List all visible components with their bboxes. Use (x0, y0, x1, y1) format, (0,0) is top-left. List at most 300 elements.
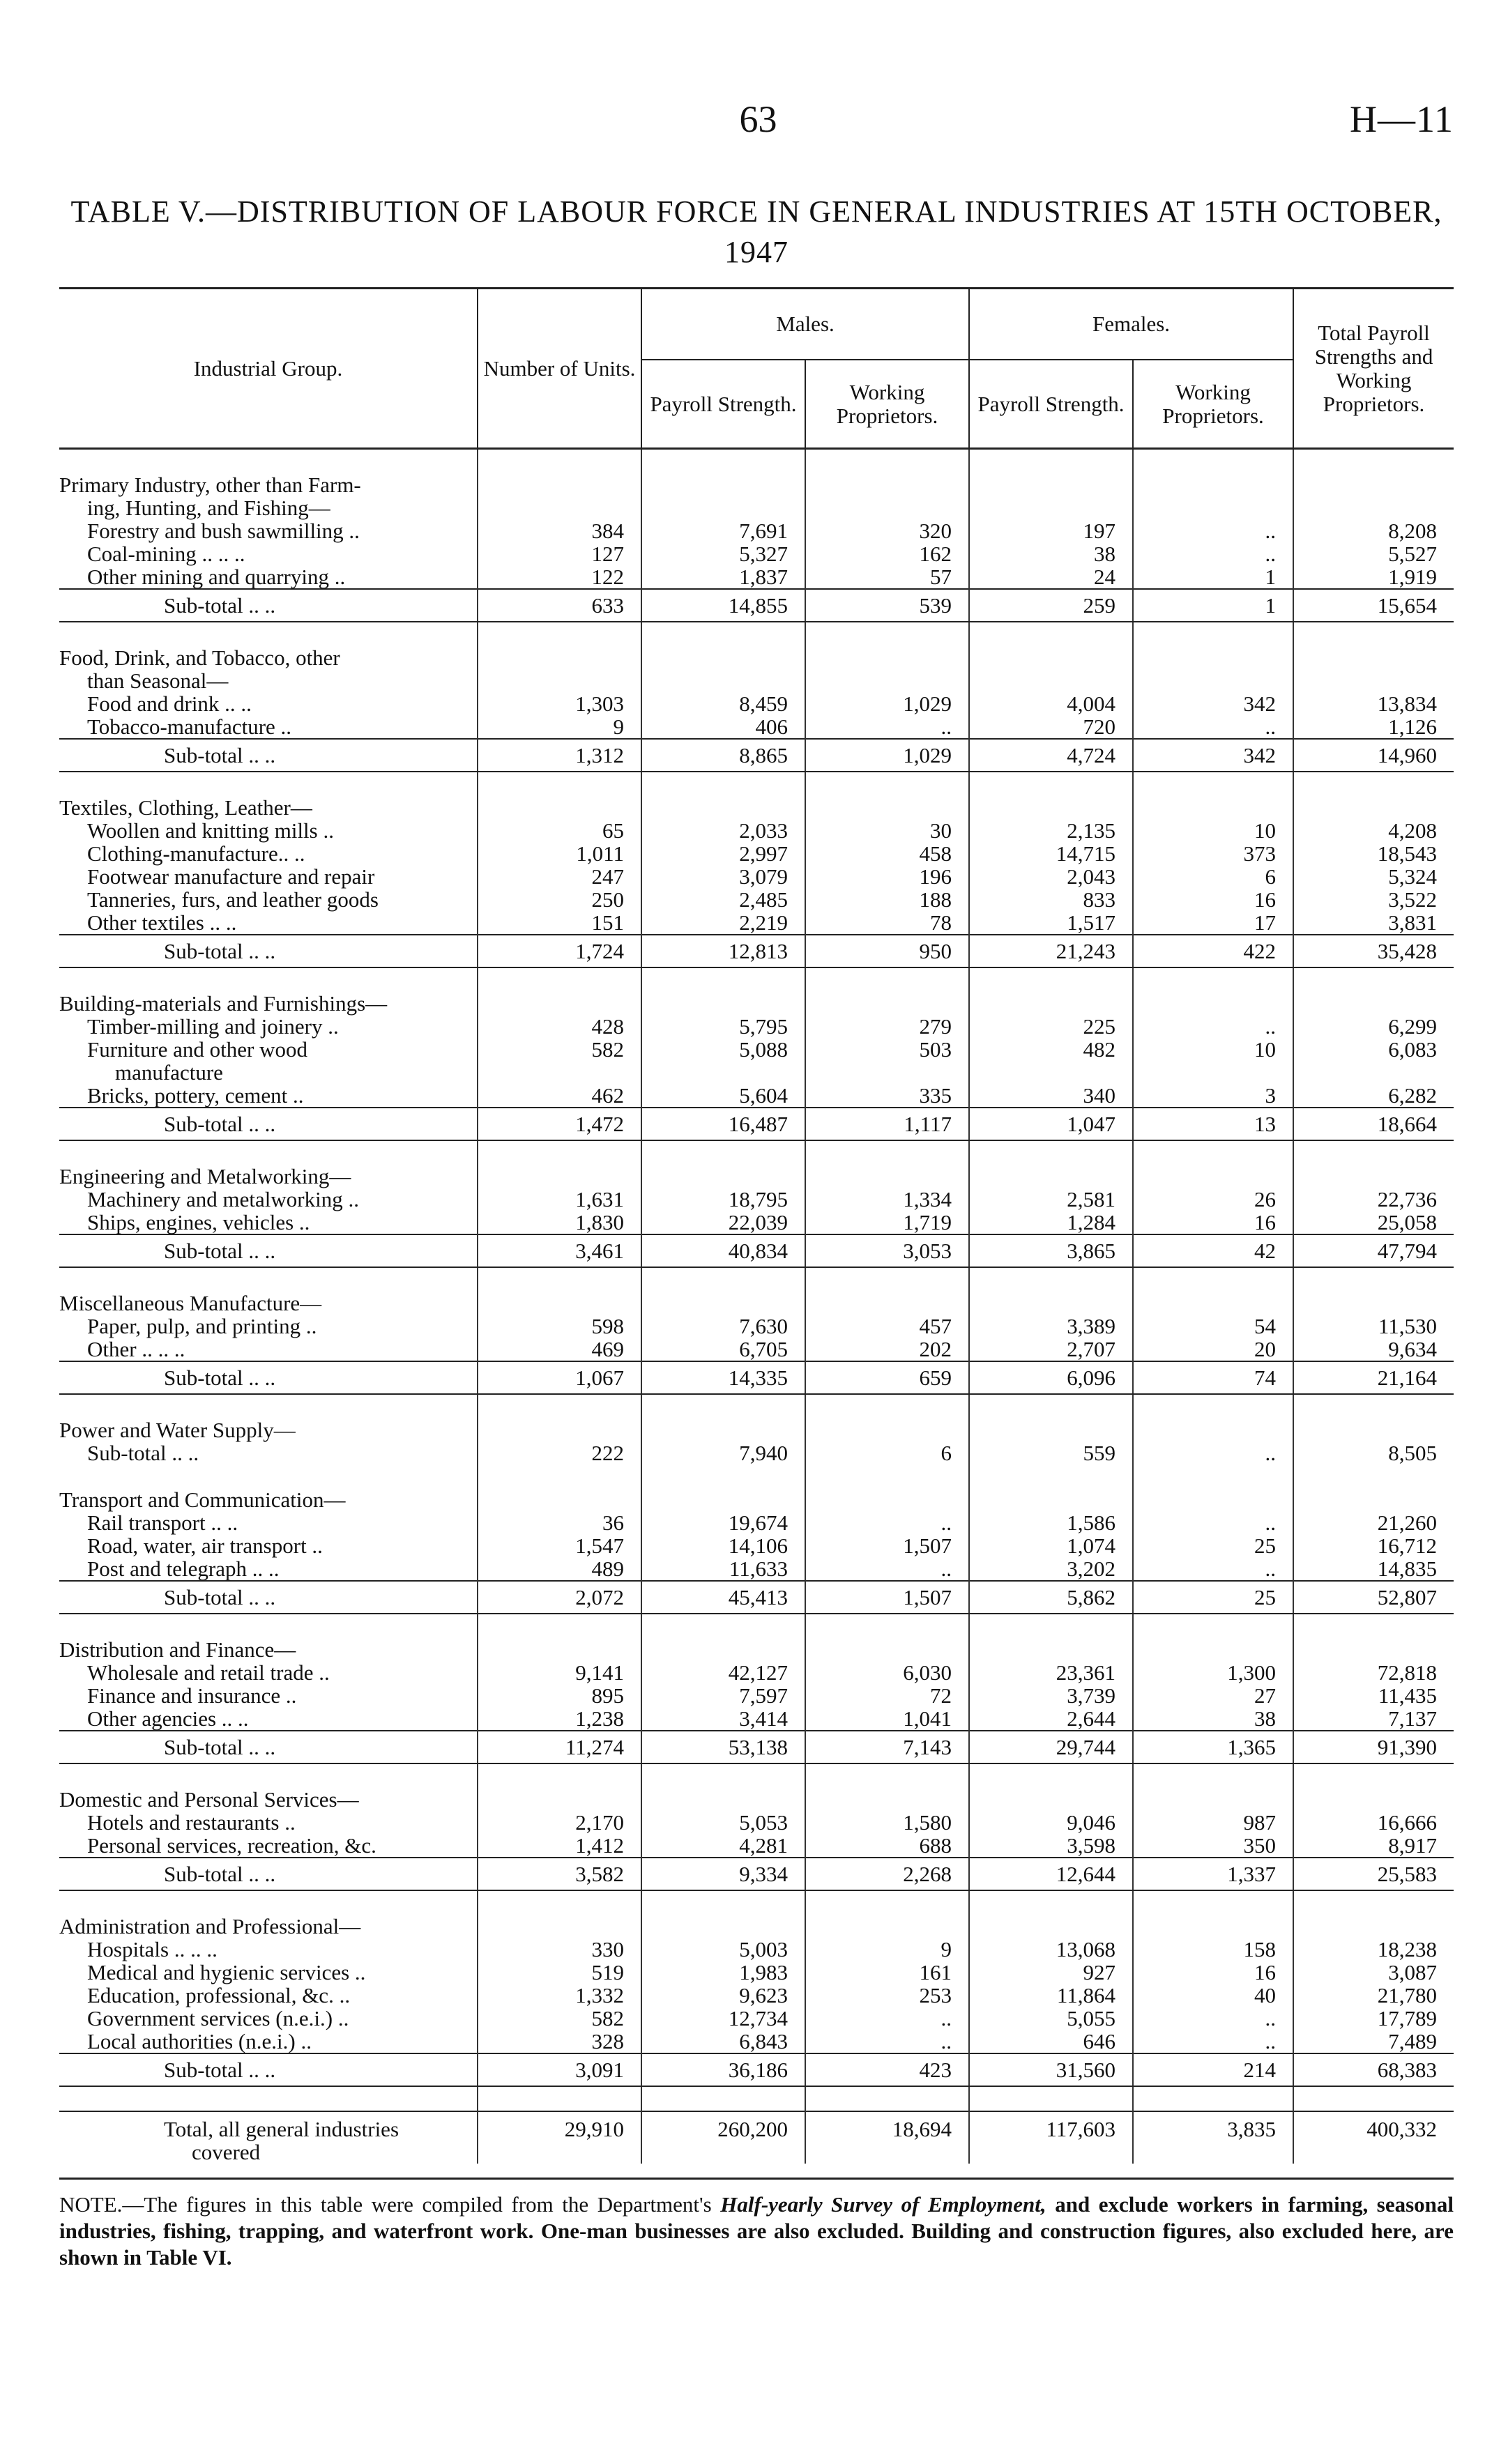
value-cell: 1 (1133, 565, 1293, 589)
value-cell (1293, 796, 1454, 819)
value-cell (805, 1788, 969, 1811)
section-heading: ing, Hunting, and Fishing— (87, 496, 330, 520)
value-cell: 3,865 (969, 1234, 1133, 1267)
table-row-label (59, 692, 478, 715)
value-cell (1293, 1394, 1454, 1418)
section-heading-row (59, 992, 1454, 1015)
value-cell (641, 1488, 805, 1511)
section-heading: Domestic and Personal Services— (59, 1787, 359, 1812)
value-cell: 29,744 (969, 1731, 1133, 1763)
value-cell: .. (1133, 1511, 1293, 1534)
value-cell: 6 (805, 1441, 969, 1464)
value-cell: .. (805, 2030, 969, 2053)
value-cell: 11,530 (1293, 1315, 1454, 1338)
value-cell (641, 1890, 805, 1915)
value-cell: 11,435 (1293, 1684, 1454, 1707)
value-cell: 6,030 (805, 1661, 969, 1684)
value-cell: 5,327 (641, 542, 805, 565)
value-cell: .. (1133, 519, 1293, 542)
value-cell: 1,580 (805, 1811, 969, 1834)
value-cell: .. (1133, 542, 1293, 565)
value-cell (1133, 772, 1293, 796)
table-row-label (59, 565, 478, 589)
value-cell: 29,910 (478, 2111, 641, 2164)
value-cell: 5,324 (1293, 865, 1454, 888)
value-cell: 2,581 (969, 1188, 1133, 1211)
value-cell: 6,705 (641, 1338, 805, 1361)
table-row-label (59, 1315, 478, 1338)
value-cell: 5,527 (1293, 542, 1454, 565)
value-cell: 196 (805, 865, 969, 888)
value-cell (641, 967, 805, 992)
value-cell: 11,864 (969, 1984, 1133, 2007)
value-cell (1133, 1267, 1293, 1292)
value-cell: 2,043 (969, 865, 1133, 888)
table-row (59, 1038, 1454, 1084)
col-header-females: Females. (969, 289, 1293, 360)
value-cell (805, 450, 969, 473)
spacer-row (59, 1267, 1454, 1292)
value-cell: 8,459 (641, 692, 805, 715)
value-cell (1133, 496, 1293, 519)
table-row (59, 2030, 1454, 2053)
value-cell: 2,072 (478, 1581, 641, 1614)
value-cell: 1,067 (478, 1361, 641, 1394)
col-header-units: Number of Units. (478, 289, 641, 449)
value-cell (805, 1140, 969, 1165)
row-label-text: Sub-total .. .. (164, 939, 276, 963)
labour-force-table-container (59, 287, 1454, 2164)
value-cell (641, 2086, 805, 2111)
value-cell: 247 (478, 865, 641, 888)
page-number: 63 (739, 98, 777, 140)
row-label-text: Food and drink .. .. (87, 691, 252, 716)
value-cell: 1,074 (969, 1534, 1133, 1557)
table-row-label (59, 842, 478, 865)
value-cell: 1,029 (805, 692, 969, 715)
value-cell (969, 1763, 1133, 1788)
value-cell: 12,813 (641, 935, 805, 967)
value-cell: 13,068 (969, 1938, 1133, 1961)
value-cell: 5,055 (969, 2007, 1133, 2030)
section-heading-row (59, 796, 1454, 819)
row-label-text: Footwear manufacture and repair (87, 864, 375, 889)
value-cell (805, 669, 969, 692)
value-cell (969, 992, 1133, 1015)
value-cell: 8,505 (1293, 1441, 1454, 1464)
value-cell: 1,126 (1293, 715, 1454, 739)
value-cell: 9 (805, 1938, 969, 1961)
value-cell (1293, 967, 1454, 992)
section-heading-row (59, 496, 1454, 519)
value-cell (1133, 1292, 1293, 1315)
value-cell (805, 1267, 969, 1292)
value-cell: 482 (969, 1038, 1133, 1084)
value-cell: 384 (478, 519, 641, 542)
value-cell (1293, 1165, 1454, 1188)
value-cell: 9,141 (478, 1661, 641, 1684)
row-label-text: Local authorities (n.e.i.) .. (87, 2029, 312, 2053)
value-cell: 1,507 (805, 1534, 969, 1557)
value-cell: 259 (969, 589, 1133, 622)
note-prefix: NOTE.—The figures in this table were compiled from the Department's (59, 2192, 712, 2217)
value-cell: 2,219 (641, 911, 805, 935)
value-cell: 503 (805, 1038, 969, 1084)
table-row (59, 1188, 1454, 1211)
value-cell: 8,208 (1293, 519, 1454, 542)
value-cell (641, 450, 805, 473)
value-cell: 17 (1133, 911, 1293, 935)
value-cell: 22,039 (641, 1211, 805, 1234)
value-cell: 3,831 (1293, 911, 1454, 935)
section-heading: Transport and Communication— (59, 1487, 346, 1512)
value-cell: 7,489 (1293, 2030, 1454, 2053)
value-cell: 3,835 (1133, 2111, 1293, 2164)
value-cell (969, 622, 1133, 646)
row-label-text: Finance and insurance .. (87, 1683, 297, 1708)
value-cell (1293, 1464, 1454, 1488)
value-cell: 422 (1133, 935, 1293, 967)
row-label-text: Sub-total .. .. (164, 1862, 276, 1886)
label-cell (59, 450, 478, 473)
value-cell: 14,960 (1293, 739, 1454, 772)
value-cell: 222 (478, 1441, 641, 1464)
value-cell: 260,200 (641, 2111, 805, 2164)
value-cell: 1,332 (478, 1984, 641, 2007)
row-label-text: Sub-total .. .. (164, 743, 276, 767)
value-cell: 3,079 (641, 865, 805, 888)
table-title-line2: 1947 (724, 235, 789, 269)
value-cell: 74 (1133, 1361, 1293, 1394)
note-rest: and exclude workers in farming, seasonal industries, fishing, trapping, and waterfront work. One-man businesses are also excluded. Building and construction figures, also excluded here, are shown in Table VI. (59, 2192, 1454, 2270)
value-cell: 987 (1133, 1811, 1293, 1834)
value-cell: 14,106 (641, 1534, 805, 1557)
value-cell: 22,736 (1293, 1188, 1454, 1211)
value-cell: 57 (805, 565, 969, 589)
value-cell: 21,780 (1293, 1984, 1454, 2007)
value-cell: 225 (969, 1015, 1133, 1038)
value-cell (969, 1488, 1133, 1511)
value-cell: 40,834 (641, 1234, 805, 1267)
value-cell (805, 1614, 969, 1638)
value-cell (805, 622, 969, 646)
value-cell (1133, 1464, 1293, 1488)
value-cell: 72,818 (1293, 1661, 1454, 1684)
table-row (59, 1707, 1454, 1731)
value-cell: 4,281 (641, 1834, 805, 1858)
value-cell: 35,428 (1293, 935, 1454, 967)
value-cell (1293, 1788, 1454, 1811)
value-cell: 1,830 (478, 1211, 641, 1234)
row-label-text: Tobacco-manufacture .. (87, 714, 292, 739)
value-cell (805, 1638, 969, 1661)
value-cell: 2,707 (969, 1338, 1133, 1361)
subtotal-row (59, 1361, 1454, 1394)
section-heading: Distribution and Finance— (59, 1637, 296, 1662)
value-cell (1293, 772, 1454, 796)
grand-total-row-label (59, 2111, 478, 2164)
value-cell: .. (1133, 1557, 1293, 1581)
section-heading-row (59, 646, 1454, 669)
value-cell: 320 (805, 519, 969, 542)
table-row-label (59, 1534, 478, 1557)
table-row (59, 819, 1454, 842)
value-cell (641, 1915, 805, 1938)
value-cell: 26 (1133, 1188, 1293, 1211)
value-cell: 5,003 (641, 1938, 805, 1961)
value-cell: 15,654 (1293, 589, 1454, 622)
value-cell (805, 796, 969, 819)
value-cell: 659 (805, 1361, 969, 1394)
section-heading-row (59, 1165, 1454, 1188)
value-cell: 9,334 (641, 1858, 805, 1890)
value-cell (478, 967, 641, 992)
value-cell (805, 646, 969, 669)
value-cell (1133, 646, 1293, 669)
value-cell: 16 (1133, 1961, 1293, 1984)
value-cell (478, 1763, 641, 1788)
row-label-text: Machinery and metalworking .. (87, 1187, 359, 1211)
row-label-text: Sub-total .. .. (164, 2058, 276, 2082)
value-cell (969, 669, 1133, 692)
table-row (59, 715, 1454, 739)
table-row (59, 1938, 1454, 1961)
value-cell (1133, 1488, 1293, 1511)
label-cell (59, 772, 478, 796)
value-cell (478, 1915, 641, 1938)
value-cell: 18,543 (1293, 842, 1454, 865)
subtotal-row-label (59, 1234, 478, 1267)
section-heading: Primary Industry, other than Farm- (59, 473, 361, 497)
value-cell: 158 (1133, 1938, 1293, 1961)
value-cell (805, 772, 969, 796)
value-cell: 7,143 (805, 1731, 969, 1763)
value-cell: .. (1133, 2030, 1293, 2053)
value-cell: 91,390 (1293, 1731, 1454, 1763)
value-cell: 1,719 (805, 1211, 969, 1234)
table-row-label (59, 1811, 478, 1834)
value-cell: 11,633 (641, 1557, 805, 1581)
row-label-text: Paper, pulp, and printing .. (87, 1314, 317, 1338)
value-cell (1293, 669, 1454, 692)
section-heading: Textiles, Clothing, Leather— (59, 795, 312, 820)
value-cell (1293, 646, 1454, 669)
value-cell (969, 1890, 1133, 1915)
row-label-text: Sub-total .. .. (164, 593, 276, 618)
table-row (59, 1015, 1454, 1038)
value-cell: 36,186 (641, 2053, 805, 2086)
col-header-total: Total Payroll Strengths and Working Proprietors. (1293, 289, 1454, 449)
table-row (59, 1084, 1454, 1108)
value-cell: 14,335 (641, 1361, 805, 1394)
table-row-label (59, 1684, 478, 1707)
value-cell: 1,412 (478, 1834, 641, 1858)
value-cell: 11,274 (478, 1731, 641, 1763)
value-cell (1293, 1267, 1454, 1292)
label-cell (59, 1464, 478, 1488)
value-cell (1133, 992, 1293, 1015)
value-cell: 9 (478, 715, 641, 739)
value-cell: 1,507 (805, 1581, 969, 1614)
value-cell: 19,674 (641, 1511, 805, 1534)
value-cell: 197 (969, 519, 1133, 542)
value-cell: 559 (969, 1441, 1133, 1464)
value-cell (1133, 1394, 1293, 1418)
value-cell (805, 1488, 969, 1511)
value-cell (805, 1890, 969, 1915)
section-heading: Power and Water Supply— (59, 1418, 296, 1442)
section-heading-row (59, 1292, 1454, 1315)
value-cell: 950 (805, 935, 969, 967)
value-cell: 6,299 (1293, 1015, 1454, 1038)
subtotal-row (59, 1441, 1454, 1464)
row-label-text: Sub-total .. .. (164, 1585, 276, 1609)
value-cell (478, 1788, 641, 1811)
subtotal-row-label (59, 1361, 478, 1394)
value-cell (969, 473, 1133, 496)
value-cell (1293, 450, 1454, 473)
value-cell: 1,117 (805, 1108, 969, 1140)
section-heading: Engineering and Metalworking— (59, 1164, 351, 1188)
value-cell: 45,413 (641, 1581, 805, 1614)
value-cell (805, 967, 969, 992)
table-row-label (59, 819, 478, 842)
subtotal-row (59, 589, 1454, 622)
value-cell: 633 (478, 589, 641, 622)
value-cell: 3,522 (1293, 888, 1454, 911)
subtotal-row (59, 1731, 1454, 1763)
value-cell: 342 (1133, 739, 1293, 772)
value-cell (1293, 1763, 1454, 1788)
value-cell (969, 1267, 1133, 1292)
value-cell: 16,666 (1293, 1811, 1454, 1834)
section-heading: than Seasonal— (87, 668, 229, 693)
value-cell: 38 (1133, 1707, 1293, 1731)
value-cell: .. (805, 1557, 969, 1581)
value-cell (641, 992, 805, 1015)
value-cell (969, 772, 1133, 796)
row-label-text: Ships, engines, vehicles .. (87, 1210, 310, 1234)
value-cell (969, 1638, 1133, 1661)
value-cell (969, 1614, 1133, 1638)
subtotal-row-label (59, 1581, 478, 1614)
value-cell: 65 (478, 819, 641, 842)
value-cell: 5,862 (969, 1581, 1133, 1614)
value-cell (969, 1915, 1133, 1938)
table-row-label (59, 888, 478, 911)
value-cell: 117,603 (969, 2111, 1133, 2164)
row-label-text: Education, professional, &c. .. (87, 1983, 351, 2007)
value-cell: 5,053 (641, 1811, 805, 1834)
value-cell (1133, 796, 1293, 819)
col-header-group: Industrial Group. (59, 289, 478, 449)
subtotal-row (59, 935, 1454, 967)
value-cell: 21,260 (1293, 1511, 1454, 1534)
value-cell (641, 1140, 805, 1165)
value-cell: 328 (478, 2030, 641, 2053)
value-cell: 3,202 (969, 1557, 1133, 1581)
value-cell: 27 (1133, 1684, 1293, 1707)
value-cell (1293, 622, 1454, 646)
table-row-label (59, 2030, 478, 2053)
value-cell: 16,487 (641, 1108, 805, 1140)
table-row (59, 1534, 1454, 1557)
table-row (59, 1211, 1454, 1234)
value-cell: 214 (1133, 2053, 1293, 2086)
value-cell (478, 772, 641, 796)
label-cell (59, 1140, 478, 1165)
col-header-males-payroll: Payroll Strength. (641, 360, 805, 449)
labour-force-table (59, 287, 1454, 2164)
value-cell: 342 (1133, 692, 1293, 715)
value-cell (805, 1165, 969, 1188)
value-cell: 188 (805, 888, 969, 911)
value-cell: 582 (478, 1038, 641, 1084)
table-row (59, 1684, 1454, 1707)
value-cell: 42,127 (641, 1661, 805, 1684)
subtotal-row (59, 2053, 1454, 2086)
value-cell (1133, 1614, 1293, 1638)
value-cell (641, 622, 805, 646)
value-cell (641, 1267, 805, 1292)
value-cell (1293, 2086, 1454, 2111)
page-header (63, 98, 1454, 153)
subtotal-row (59, 1234, 1454, 1267)
value-cell: 1,303 (478, 692, 641, 715)
value-cell: 833 (969, 888, 1133, 911)
value-cell: 330 (478, 1938, 641, 1961)
spacer-row (59, 1890, 1454, 1915)
value-cell (805, 1464, 969, 1488)
value-cell (641, 1614, 805, 1638)
value-cell: 3,053 (805, 1234, 969, 1267)
table-row (59, 1557, 1454, 1581)
value-cell (478, 1418, 641, 1441)
table-row-label (59, 2007, 478, 2030)
value-cell (1133, 622, 1293, 646)
row-label-text: Sub-total .. .. (87, 1441, 199, 1465)
value-cell (1293, 496, 1454, 519)
table-row (59, 911, 1454, 935)
value-cell (641, 1638, 805, 1661)
value-cell: 688 (805, 1834, 969, 1858)
value-cell: 3,582 (478, 1858, 641, 1890)
row-label-text: Other textiles .. .. (87, 910, 237, 935)
value-cell: 250 (478, 888, 641, 911)
value-cell: 598 (478, 1315, 641, 1338)
value-cell: 5,604 (641, 1084, 805, 1108)
value-cell: 14,715 (969, 842, 1133, 865)
value-cell (641, 1763, 805, 1788)
value-cell (969, 2086, 1133, 2111)
value-cell (1293, 1488, 1454, 1511)
value-cell (1293, 1140, 1454, 1165)
row-label-text: Hotels and restaurants .. (87, 1810, 296, 1835)
value-cell (478, 796, 641, 819)
table-row-label (59, 1015, 478, 1038)
value-cell: 720 (969, 715, 1133, 739)
table-row (59, 1315, 1454, 1338)
value-cell: .. (1133, 2007, 1293, 2030)
value-cell: 1,029 (805, 739, 969, 772)
table-row (59, 542, 1454, 565)
value-cell (805, 1763, 969, 1788)
value-cell: 1,586 (969, 1511, 1133, 1534)
row-label-text: Medical and hygienic services .. (87, 1960, 366, 1984)
subtotal-row (59, 1581, 1454, 1614)
value-cell: 72 (805, 1684, 969, 1707)
table-row-label (59, 1984, 478, 2007)
